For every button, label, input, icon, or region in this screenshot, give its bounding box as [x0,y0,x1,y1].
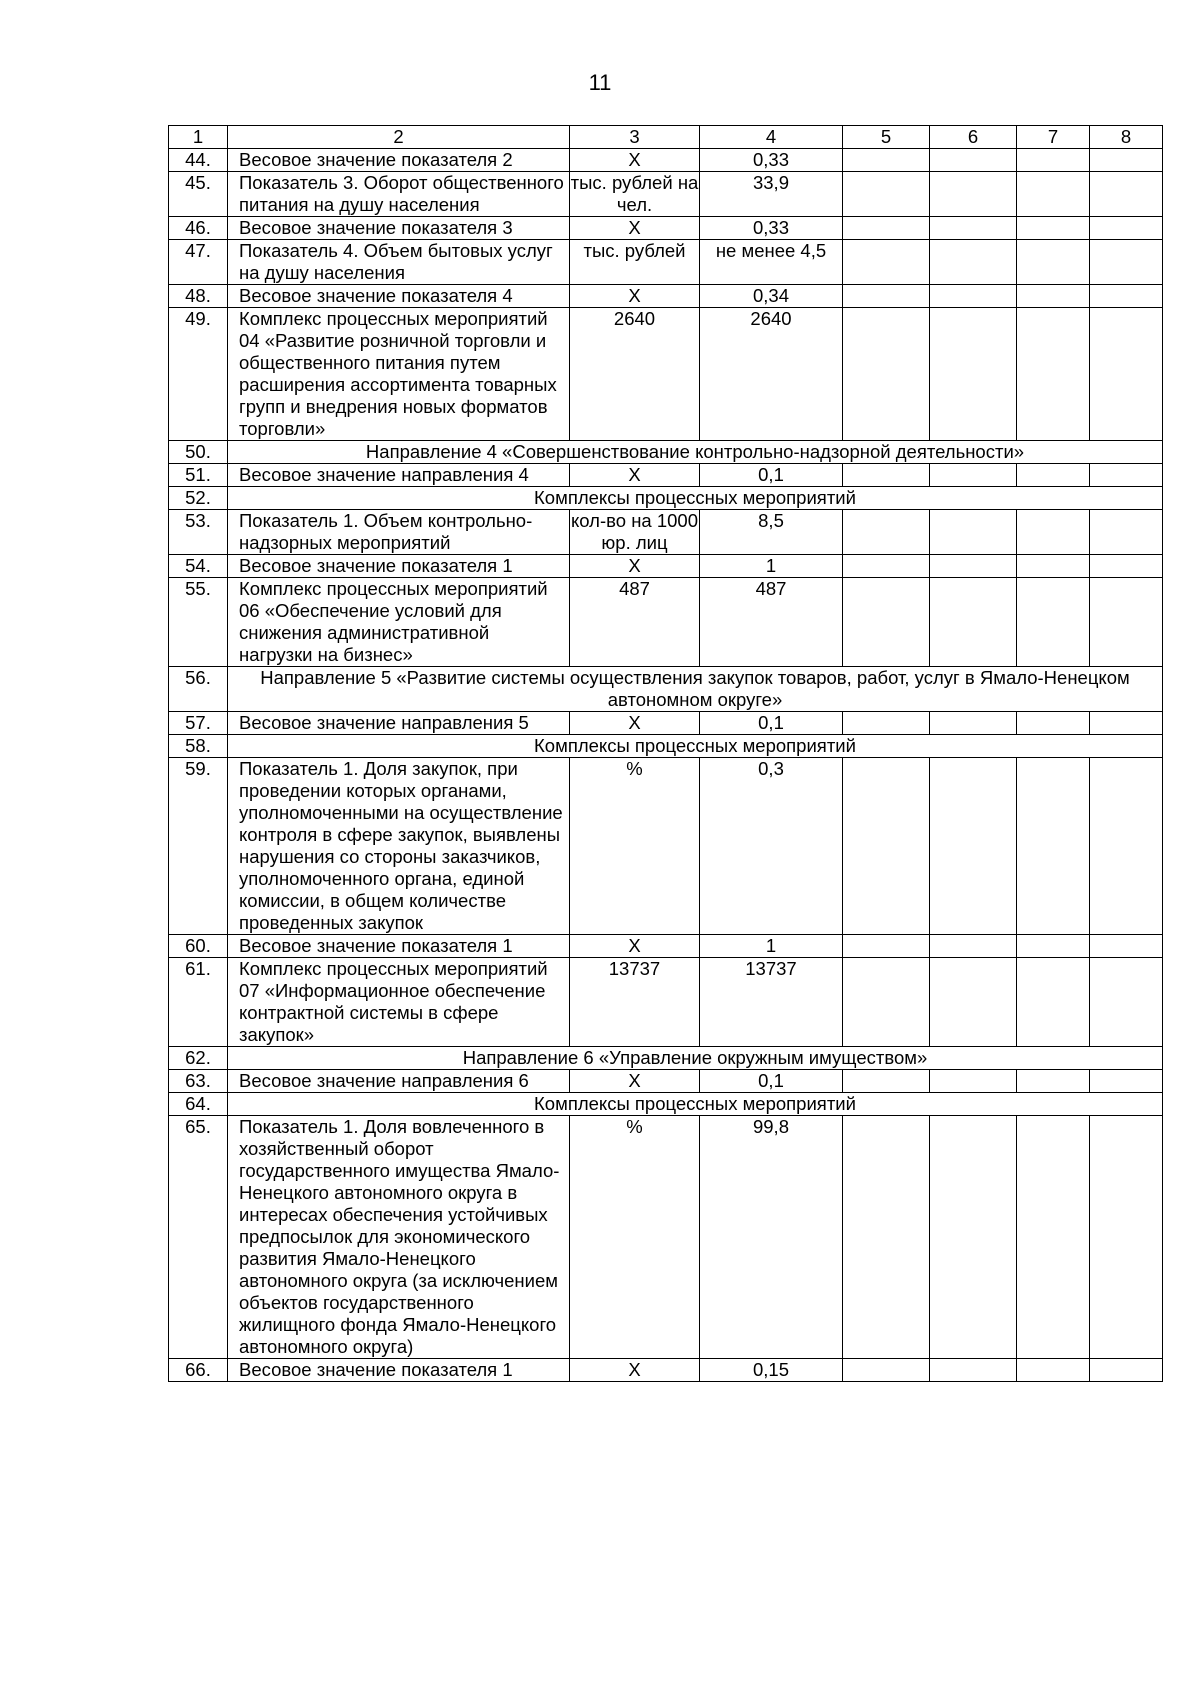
indicator-name: Комплекс процессных мероприятий 07 «Информационное обеспечение контрактной системы в сфере закупок» [228,958,570,1047]
unit-cell: Х [570,285,700,308]
empty-cell [930,958,1017,1047]
row-number: 49. [169,308,228,441]
empty-cell [1090,1359,1163,1382]
empty-cell [1090,285,1163,308]
table-row [169,285,1163,308]
empty-cell [930,1070,1017,1093]
row-number: 53. [169,510,228,555]
value-cell: 0,1 [700,712,843,735]
value-cell: не менее 4,5 [700,240,843,285]
empty-cell [1017,712,1090,735]
table-row [169,1359,1163,1382]
empty-cell [843,958,930,1047]
page-number: 11 [588,70,612,95]
empty-cell [930,510,1017,555]
table-row [169,578,1163,667]
row-number: 52. [169,487,228,510]
empty-cell [1090,1070,1163,1093]
empty-cell [930,464,1017,487]
empty-cell [843,1359,930,1382]
value-cell: 1 [700,555,843,578]
empty-cell [930,308,1017,441]
empty-cell [1017,217,1090,240]
value-cell: 8,5 [700,510,843,555]
value-cell: 0,3 [700,758,843,935]
row-number: 59. [169,758,228,935]
empty-cell [930,285,1017,308]
value-cell: 0,1 [700,464,843,487]
empty-cell [843,172,930,217]
row-number: 65. [169,1116,228,1359]
indicator-name: Показатель 4. Объем бытовых услуг на душу населения [228,240,570,285]
empty-cell [1017,958,1090,1047]
value-cell: 0,34 [700,285,843,308]
empty-cell [843,1070,930,1093]
value-cell: 0,33 [700,149,843,172]
value-cell: 1 [700,935,843,958]
column-header: 4 [700,126,843,149]
value-cell: 0,1 [700,1070,843,1093]
empty-cell [1017,240,1090,285]
row-number: 54. [169,555,228,578]
unit-cell: 13737 [570,958,700,1047]
unit-cell: Х [570,935,700,958]
column-header: 1 [169,126,228,149]
section-row [169,1093,1163,1116]
empty-cell [1017,1359,1090,1382]
empty-cell [1090,958,1163,1047]
value-cell: 13737 [700,958,843,1047]
column-header: 5 [843,126,930,149]
unit-cell: Х [570,217,700,240]
empty-cell [1090,758,1163,935]
empty-cell [1090,555,1163,578]
empty-cell [1090,308,1163,441]
table-row [169,958,1163,1047]
row-number: 47. [169,240,228,285]
row-number: 64. [169,1093,228,1116]
unit-cell: Х [570,712,700,735]
table-row [169,149,1163,172]
empty-cell [1090,464,1163,487]
empty-cell [930,149,1017,172]
section-title: Направление 5 «Развитие системы осуществления закупок товаров, работ, услуг в Ямало-Ненецком автономном округе» [228,667,1163,712]
empty-cell [930,1359,1017,1382]
empty-cell [843,464,930,487]
unit-cell: % [570,758,700,935]
unit-cell: 2640 [570,308,700,441]
empty-cell [1090,578,1163,667]
value-cell: 0,15 [700,1359,843,1382]
empty-cell [843,758,930,935]
empty-cell [930,578,1017,667]
indicator-name: Весовое значение показателя 1 [228,935,570,958]
column-header: 2 [228,126,570,149]
empty-cell [843,555,930,578]
empty-cell [1017,1116,1090,1359]
empty-cell [1090,1116,1163,1359]
section-row [169,1047,1163,1070]
unit-cell: % [570,1116,700,1359]
row-number: 45. [169,172,228,217]
unit-cell: Х [570,464,700,487]
row-number: 66. [169,1359,228,1382]
empty-cell [930,240,1017,285]
section-row [169,735,1163,758]
empty-cell [843,578,930,667]
empty-cell [1090,935,1163,958]
row-number: 44. [169,149,228,172]
table-row [169,1070,1163,1093]
empty-cell [843,308,930,441]
section-title: Комплексы процессных мероприятий [228,735,1163,758]
indicator-name: Весовое значение направления 6 [228,1070,570,1093]
indicator-name: Весовое значение показателя 1 [228,1359,570,1382]
section-title: Направление 4 «Совершенствование контрольно-надзорной деятельности» [228,441,1163,464]
indicator-name: Весовое значение показателя 2 [228,149,570,172]
empty-cell [1017,510,1090,555]
row-number: 61. [169,958,228,1047]
section-title: Комплексы процессных мероприятий [228,487,1163,510]
empty-cell [1017,935,1090,958]
row-number: 63. [169,1070,228,1093]
column-header: 7 [1017,126,1090,149]
unit-cell: 487 [570,578,700,667]
empty-cell [1090,712,1163,735]
empty-cell [930,172,1017,217]
table-row [169,1116,1163,1359]
empty-cell [1090,240,1163,285]
empty-cell [843,240,930,285]
indicator-name: Показатель 1. Доля закупок, при проведении которых органами, уполномоченными на осуществление контроля в сфере закупок, выявлены нарушения со стороны заказчиков, уполномоченного органа, единой комиссии, в общем количестве проведенных закупок [228,758,570,935]
row-number: 58. [169,735,228,758]
section-row [169,441,1163,464]
empty-cell [843,935,930,958]
empty-cell [1017,285,1090,308]
indicator-name: Весовое значение показателя 3 [228,217,570,240]
table-row [169,464,1163,487]
table-row [169,935,1163,958]
empty-cell [930,217,1017,240]
indicator-name: Весовое значение направления 5 [228,712,570,735]
empty-cell [930,1116,1017,1359]
table-row [169,217,1163,240]
empty-cell [843,285,930,308]
section-row [169,667,1163,712]
empty-cell [843,510,930,555]
empty-cell [1090,172,1163,217]
table-row [169,712,1163,735]
indicator-name: Показатель 1. Доля вовлеченного в хозяйственный оборот государственного имущества Ямало-Ненецкого автономного округа в интересах обеспечения устойчивых предпосылок для экономического развития Ямало-Ненецкого автономного округа (за исключением объектов государственного жилищного фонда Ямало-Ненецкого автономного округа) [228,1116,570,1359]
empty-cell [930,935,1017,958]
empty-cell [1090,217,1163,240]
unit-cell: Х [570,555,700,578]
empty-cell [1017,1070,1090,1093]
section-title: Комплексы процессных мероприятий [228,1093,1163,1116]
empty-cell [1090,510,1163,555]
row-number: 60. [169,935,228,958]
empty-cell [930,555,1017,578]
table-header-row [169,126,1163,149]
row-number: 48. [169,285,228,308]
table-row [169,308,1163,441]
unit-cell: тыс. рублей [570,240,700,285]
value-cell: 99,8 [700,1116,843,1359]
unit-cell: Х [570,1359,700,1382]
row-number: 50. [169,441,228,464]
empty-cell [1017,149,1090,172]
empty-cell [843,217,930,240]
table-row [169,758,1163,935]
empty-cell [1017,308,1090,441]
column-header: 8 [1090,126,1163,149]
table-row [169,240,1163,285]
empty-cell [1017,464,1090,487]
indicator-name: Комплекс процессных мероприятий 04 «Развитие розничной торговли и общественного питания путем расширения ассортимента товарных групп и внедрения новых форматов торговли» [228,308,570,441]
empty-cell [843,712,930,735]
value-cell: 487 [700,578,843,667]
empty-cell [1090,149,1163,172]
empty-cell [930,758,1017,935]
unit-cell: Х [570,1070,700,1093]
empty-cell [930,712,1017,735]
indicator-name: Комплекс процессных мероприятий 06 «Обеспечение условий для снижения административной нагрузки на бизнес» [228,578,570,667]
row-number: 46. [169,217,228,240]
row-number: 51. [169,464,228,487]
empty-cell [1017,758,1090,935]
indicator-name: Весовое значение показателя 1 [228,555,570,578]
section-row [169,487,1163,510]
value-cell: 2640 [700,308,843,441]
indicator-name: Показатель 1. Объем контрольно-надзорных мероприятий [228,510,570,555]
row-number: 62. [169,1047,228,1070]
empty-cell [1017,172,1090,217]
table-row [169,172,1163,217]
indicator-name: Весовое значение направления 4 [228,464,570,487]
row-number: 56. [169,667,228,712]
unit-cell: тыс. рублей на чел. [570,172,699,215]
unit-cell: Х [570,149,700,172]
empty-cell [1017,555,1090,578]
unit-cell: кол-во на 1000 юр. лиц [571,510,698,553]
empty-cell [843,149,930,172]
empty-cell [843,1116,930,1359]
section-title: Направление 6 «Управление окружным имуществом» [228,1047,1163,1070]
indicator-name: Весовое значение показателя 4 [228,285,570,308]
indicator-name: Показатель 3. Оборот общественного питания на душу населения [228,172,570,217]
table-row [169,510,1163,555]
indicators-table [168,125,1163,1382]
table-row [169,555,1163,578]
value-cell: 0,33 [700,217,843,240]
row-number: 57. [169,712,228,735]
column-header: 3 [570,126,700,149]
empty-cell [1017,578,1090,667]
value-cell: 33,9 [700,172,843,217]
row-number: 55. [169,578,228,667]
column-header: 6 [930,126,1017,149]
